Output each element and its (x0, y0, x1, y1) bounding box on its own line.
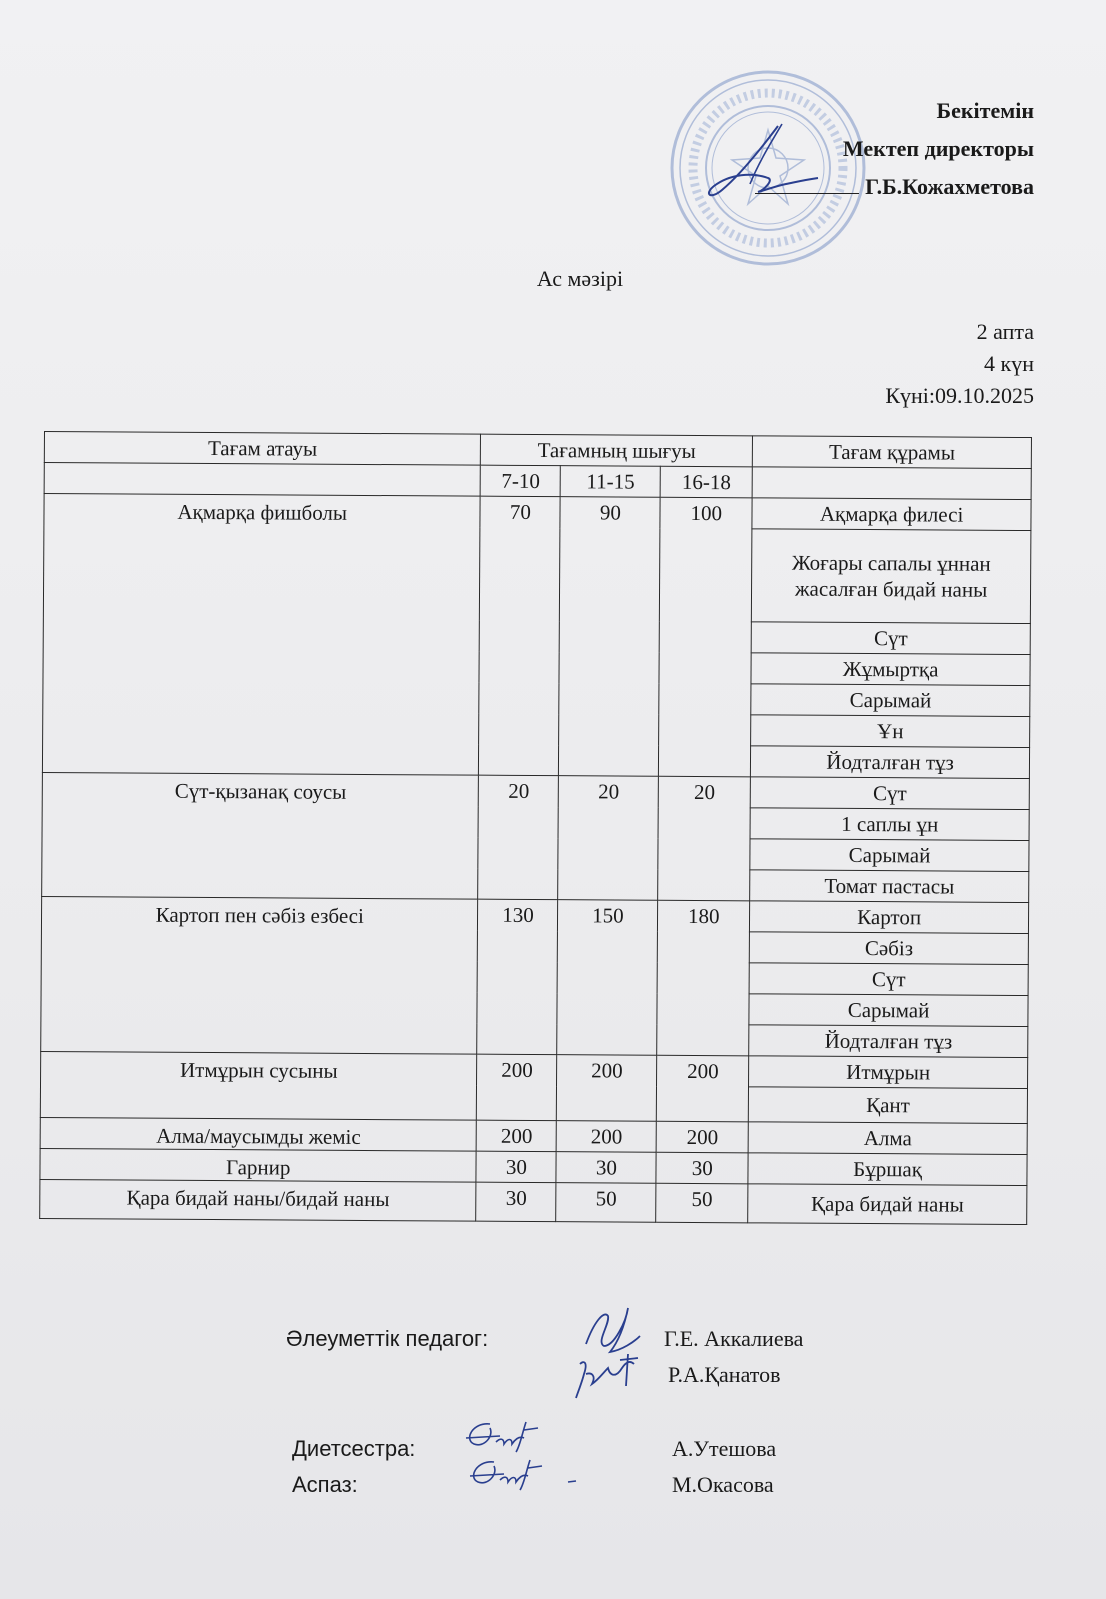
ingredient: Бұршақ (748, 1153, 1027, 1186)
amount: 50 (656, 1183, 748, 1223)
approval-name: Г.Б.Кожахметова (865, 174, 1034, 199)
date-label: Күні:09.10.2025 (885, 383, 1034, 408)
signature-icon (462, 1454, 582, 1494)
header-output: Тағамның шығуы (481, 434, 753, 467)
cook-label: Аспаз: (292, 1472, 358, 1497)
table-row (44, 494, 1031, 531)
approval-block (755, 92, 1034, 206)
header-empty (752, 467, 1031, 500)
amount: 200 (656, 1121, 748, 1153)
header-empty (44, 463, 481, 497)
social-pedagogue-name-1: Г.Е. Аккалиева (664, 1326, 804, 1351)
table-row (41, 896, 1028, 933)
signature-line (755, 177, 859, 194)
signature-icon (460, 1416, 540, 1456)
amount: 30 (476, 1182, 556, 1221)
ingredient: Итмұрын (749, 1056, 1028, 1089)
ingredient: Қара бидай наны (748, 1184, 1027, 1225)
dish-name: Қара бидай наны/бидай наны (40, 1179, 477, 1221)
header-dish: Тағам атауы (44, 432, 481, 466)
amount: 200 (557, 1121, 657, 1153)
amount: 30 (476, 1151, 556, 1182)
ingredient: Жоғары сапалы ұннан жасалған бидай наны (752, 529, 1031, 624)
ingredient: Жұмыртқа (751, 653, 1030, 686)
ingredient: Йодталған тұз (749, 1025, 1028, 1058)
social-pedagogue-name-2: Р.А.Қанатов (668, 1362, 781, 1387)
table-row (40, 1179, 1027, 1224)
ingredient: Сүт (750, 777, 1029, 810)
amount: 30 (556, 1152, 656, 1184)
menu-title: Ас мәзірі (536, 266, 624, 291)
ingredient: Ақмарқа филесі (752, 498, 1031, 531)
ingredient: Йодталған тұз (751, 746, 1030, 779)
amount: 130 (477, 899, 558, 1054)
header-composition: Тағам құрамы (753, 436, 1032, 469)
dish-name: Картоп пен сәбіз езбесі (41, 896, 478, 1054)
social-pedagogue-label: Әлеуметтік педагог: (286, 1326, 489, 1351)
dietitian-label: Диетсестра: (292, 1436, 416, 1461)
age-group: 11-15 (561, 466, 661, 498)
amount: 200 (477, 1120, 557, 1151)
ingredient: Алма (748, 1122, 1027, 1155)
amount: 200 (557, 1055, 657, 1122)
amount: 150 (557, 900, 658, 1056)
amount: 180 (657, 900, 750, 1056)
age-group: 16-18 (660, 466, 752, 498)
ingredient: 1 саплы ұн (750, 808, 1029, 841)
day-label: 4 күн (984, 351, 1034, 376)
approval-position: Мектеп директоры (842, 136, 1034, 161)
menu-meta (885, 316, 1034, 412)
menu-table (39, 431, 1032, 1225)
dish-name: Гарнир (40, 1148, 477, 1182)
ingredient: Томат пастасы (750, 870, 1029, 903)
amount: 20 (478, 775, 559, 899)
amount: 20 (658, 776, 751, 901)
amount: 70 (479, 496, 561, 775)
ingredient: Қант (749, 1087, 1028, 1124)
amount: 50 (556, 1183, 656, 1223)
ingredient: Сүт (751, 622, 1030, 655)
ingredient: Ұн (751, 715, 1030, 748)
cook-name: М.Окасова (672, 1472, 774, 1497)
ingredient: Сәбіз (749, 932, 1028, 965)
amount: 200 (657, 1055, 749, 1122)
dish-name: Итмұрын сусыны (40, 1051, 477, 1120)
ingredient: Сүт (749, 963, 1028, 996)
table-row (42, 772, 1029, 809)
dietitian-name: А.Утешова (672, 1436, 777, 1461)
amount: 30 (656, 1152, 748, 1184)
age-group: 7-10 (481, 465, 561, 496)
amount: 20 (558, 776, 659, 901)
ingredient: Сарымай (750, 839, 1029, 872)
table-row (41, 1051, 1028, 1088)
week-label: 2 апта (976, 319, 1034, 344)
approval-title: Бекітемін (936, 98, 1034, 123)
ingredient: Сарымай (751, 684, 1030, 717)
amount: 90 (559, 497, 661, 777)
amount: 100 (659, 497, 753, 777)
dish-name: Ақмарқа фишболы (42, 494, 480, 776)
signature-icon (574, 1302, 646, 1402)
dish-name: Алма/маусымды жеміс (40, 1117, 477, 1151)
ingredient: Сарымай (749, 994, 1028, 1027)
amount: 200 (477, 1054, 557, 1120)
dish-name: Сүт-қызанақ соусы (42, 772, 479, 899)
ingredient: Картоп (750, 901, 1029, 934)
